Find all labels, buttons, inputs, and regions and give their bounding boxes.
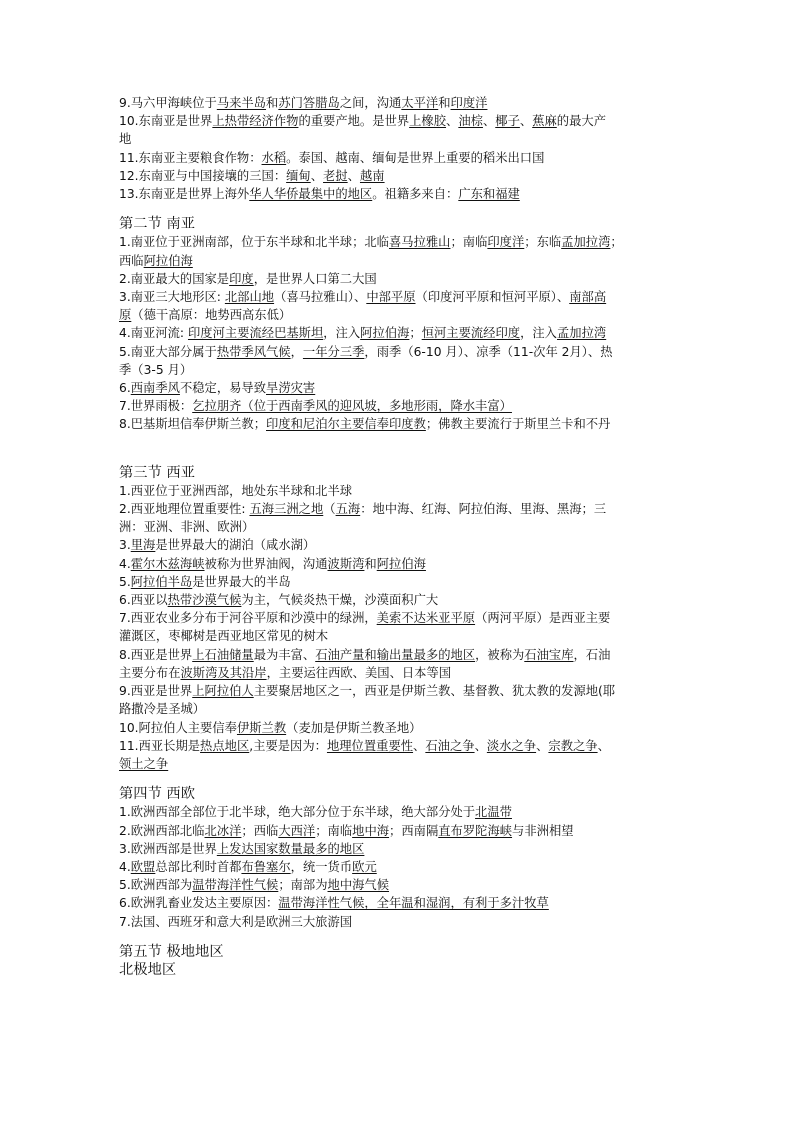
underlined-keyword: 阿拉伯海: [360, 326, 410, 341]
underlined-keyword: 上发达国家数量最多的地区: [216, 841, 365, 856]
underlined-keyword: 南部高: [569, 290, 607, 305]
underlined-keyword: 里海: [130, 538, 156, 553]
text-segment: ；西南隔: [389, 823, 439, 838]
text-line: [119, 397, 694, 415]
underlined-keyword: 太平洋: [401, 96, 439, 110]
text-segment: （喜马拉雅山）、: [274, 290, 367, 305]
underlined-keyword: 五海: [335, 502, 361, 517]
text-segment: 11.东南亚主要粮食作物：: [119, 150, 262, 165]
underlined-keyword: 直布罗陀海峡: [438, 823, 513, 838]
text-segment: 6.: [119, 381, 131, 396]
text-segment: ；东临: [524, 235, 562, 250]
underlined-keyword: 阿拉伯海: [143, 253, 193, 268]
underlined-keyword: 旱涝灾害: [266, 381, 316, 396]
text-line: [119, 700, 694, 718]
text-segment: 10.东南亚是世界: [119, 114, 213, 129]
underlined-keyword: 恒河主要流经印度: [421, 326, 521, 341]
text-line: [119, 130, 694, 148]
underlined-keyword: 上阿拉伯人: [192, 684, 254, 699]
underlined-keyword: 地中海: [352, 823, 390, 838]
underlined-keyword: 西南季风: [130, 381, 180, 396]
text-segment: 2.南亚最大的国家是: [119, 271, 230, 286]
text-segment: 和: [438, 96, 451, 110]
text-segment: 1.西亚位于亚洲西部，地处东半球和北半球: [119, 483, 353, 498]
underlined-keyword: 北温带: [475, 805, 512, 820]
text-segment: ，: [290, 344, 303, 359]
underlined-keyword: 波斯湾: [327, 556, 365, 571]
text-line: [119, 858, 694, 876]
underlined-keyword: 北冰洋: [204, 823, 242, 838]
underlined-keyword: 老挝: [323, 168, 348, 183]
text-segment: 。泰国、越南、缅甸是世界上重要的稻米出口国: [286, 150, 545, 165]
text-segment: ：地中海、红海、阿拉伯海、里海、黑海；三: [360, 502, 607, 517]
underlined-keyword: 马来半岛: [216, 96, 267, 110]
text-segment: 2.西亚地理位置重要性:: [119, 502, 250, 517]
text-segment: 第二节 南亚: [119, 216, 196, 233]
text-segment: 、: [597, 738, 610, 753]
text-segment: （两河平原）是西亚主要: [475, 611, 611, 626]
text-line: [119, 876, 694, 894]
underlined-keyword: 热带季风气候: [216, 344, 291, 359]
underlined-keyword: 石油之争: [425, 738, 475, 753]
text-segment: 3.南亚三大地形区:: [119, 290, 225, 305]
section-heading: [119, 785, 694, 803]
text-line: [119, 288, 694, 306]
text-segment: 洲：亚洲、非洲、欧洲）: [119, 520, 255, 535]
text-segment: 3.欧洲西部是世界: [119, 841, 217, 856]
text-segment: 9.马六甲海峡位于: [119, 96, 217, 110]
text-segment: ，石油: [573, 647, 611, 662]
text-segment: 5.: [119, 574, 131, 589]
underlined-keyword: 布鲁塞尔: [241, 859, 291, 874]
underlined-keyword: 蕉麻: [532, 114, 557, 129]
text-line: [119, 361, 694, 379]
text-segment: 季（3-5 月）: [119, 362, 193, 377]
text-segment: 12.东南亚与中国接壤的三国：: [119, 168, 287, 183]
text-line: [119, 609, 694, 627]
underlined-keyword: 美索不达米亚平原: [376, 611, 476, 626]
underlined-keyword: 阿拉伯半岛: [130, 574, 193, 589]
underlined-keyword: 阿拉伯海: [376, 556, 426, 571]
text-segment: ；南部为: [278, 878, 328, 893]
text-segment: ；: [409, 326, 422, 341]
text-segment: 、: [310, 168, 324, 183]
text-line: [119, 482, 694, 500]
text-segment: 6.西亚以: [119, 593, 168, 608]
underlined-keyword: 缅甸: [286, 168, 311, 183]
text-segment: ，被称为: [475, 647, 525, 662]
text-line: [119, 343, 694, 361]
text-line: [119, 573, 694, 591]
underlined-keyword: 印度河主要流经巴基斯坦: [187, 326, 324, 341]
underlined-keyword: 上石油储量: [192, 647, 254, 662]
text-segment: 总部比利时首都: [155, 859, 242, 874]
underlined-keyword: 地中海气候: [327, 878, 390, 893]
text-line: [119, 94, 694, 112]
underlined-keyword: 大西洋: [278, 823, 316, 838]
text-line: [119, 185, 694, 203]
text-segment: ；: [610, 235, 623, 250]
text-segment: 第四节 西欧: [119, 786, 196, 803]
text-segment: 6.欧洲乳畜业发达主要原因：: [119, 896, 279, 911]
text-segment: 7.西亚农业多分布于河谷平原和沙漠中的绿洲，: [119, 611, 377, 626]
document-page: [119, 94, 694, 979]
text-segment: 、: [536, 738, 549, 753]
text-segment: 主要聚居地区之一，西亚是伊斯兰教、基督教、犹太教的发源地(耶: [253, 684, 616, 699]
underlined-keyword: 五海三洲之地: [249, 502, 324, 517]
text-segment: 灌溉区，枣椰树是西亚地区常见的树木: [119, 629, 329, 644]
underlined-keyword: 印度洋: [450, 96, 488, 110]
text-line: [119, 500, 694, 518]
text-segment: 4.: [119, 556, 131, 571]
underlined-keyword: 热点地区: [200, 738, 250, 753]
text-segment: 1.南亚位于亚洲南部，位于东半球和北半球；北临: [119, 235, 389, 250]
text-line: [119, 627, 694, 645]
underlined-keyword: 广东和福建: [458, 187, 520, 202]
underlined-keyword: 领土之争: [119, 756, 169, 771]
underlined-keyword: 苏门答腊岛: [278, 96, 340, 110]
underlined-keyword: 椰子: [495, 114, 520, 129]
underlined-keyword: 华人华侨最集中的地区: [249, 187, 373, 202]
text-line: [119, 306, 694, 324]
section-heading: [119, 943, 694, 961]
text-segment: 北极地区: [119, 961, 177, 978]
subsection-label: [119, 961, 694, 979]
underlined-keyword: 印度和尼泊尔主要信奉印度教: [266, 417, 426, 432]
text-segment: ，主要运往西欧、美国、日本等国: [266, 665, 452, 680]
underlined-keyword: 印度洋: [487, 235, 525, 250]
text-segment: （麦加是伊斯兰教圣地）: [286, 720, 422, 735]
text-segment: ，注入: [323, 326, 361, 341]
text-line: [119, 112, 694, 130]
text-segment: 主要分布在: [119, 665, 181, 680]
underlined-keyword: 上热带经济作物: [212, 114, 299, 129]
text-segment: 、: [482, 114, 496, 129]
text-line: [119, 822, 694, 840]
text-line: [119, 324, 694, 342]
text-segment: 1.欧洲西部全部位于北半球，绝大部分位于东半球，绝大部分处于: [119, 805, 476, 820]
text-segment: ；南临: [315, 823, 353, 838]
text-segment: 路撒冷是圣城）: [119, 702, 206, 717]
text-segment: 为主，气候炎热干燥，沙漠面积广大: [241, 593, 439, 608]
text-segment: 地: [119, 132, 132, 147]
text-segment: ；西临: [241, 823, 279, 838]
text-segment: 11.西亚长期是: [119, 738, 201, 753]
text-line: [119, 591, 694, 609]
underlined-keyword: 原: [119, 308, 132, 323]
underlined-keyword: 喜马拉雅山: [388, 235, 451, 250]
underlined-keyword: 北部山地: [224, 290, 275, 305]
text-line: [119, 913, 694, 931]
text-segment: 第五节 极地地区: [119, 943, 224, 960]
text-segment: 不稳定，易导致: [179, 381, 267, 396]
text-segment: 与非洲相望: [512, 823, 574, 838]
text-line: [119, 415, 694, 433]
text-line: [119, 894, 694, 912]
text-segment: 之间，沟通: [339, 96, 402, 110]
underlined-keyword: 地理位置重要性: [326, 738, 414, 753]
text-line: [119, 518, 694, 536]
underlined-keyword: 热带沙漠气候: [167, 593, 242, 608]
text-line: [119, 755, 694, 773]
text-segment: 4.: [119, 859, 131, 874]
underlined-keyword: 孟加拉湾: [556, 326, 607, 341]
text-line: [119, 840, 694, 858]
text-segment: 最为丰富、: [253, 647, 316, 662]
text-line: [119, 737, 694, 755]
text-segment: 10.阿拉伯人主要信奉: [119, 720, 237, 735]
text-segment: （德干高原：地势西高东低）: [131, 308, 292, 323]
underlined-keyword: 石油宝库: [524, 647, 574, 662]
underlined-keyword: 上橡胶: [409, 114, 447, 129]
underlined-keyword: 石油产量和输出量最多的地区: [315, 647, 476, 662]
text-segment: （: [323, 502, 336, 517]
text-segment: （印度河平原和恒河平原）、: [415, 290, 570, 305]
text-line: [119, 270, 694, 288]
text-segment: 2.欧洲西部北临: [119, 823, 205, 838]
underlined-keyword: 孟加拉湾: [561, 235, 611, 250]
text-line: [119, 664, 694, 682]
underlined-keyword: 温带海洋性气候，全年温和湿润，有利于多汁牧草: [278, 896, 549, 911]
text-line: [119, 252, 694, 270]
text-segment: 4.南亚河流:: [119, 326, 188, 341]
underlined-keyword: 伊斯兰教: [236, 720, 287, 735]
text-segment: 是世界最大的半岛: [192, 574, 291, 589]
underlined-keyword: 水稻: [261, 150, 287, 165]
text-segment: 的重要产地。是世界: [298, 114, 410, 129]
underlined-keyword: 霍尔木兹海峡: [130, 556, 205, 571]
underlined-keyword: 欧盟: [130, 859, 156, 874]
text-segment: 9.西亚是世界: [119, 684, 193, 699]
text-segment: ,主要是因为：: [249, 738, 327, 753]
text-segment: 西临: [119, 253, 144, 268]
underlined-keyword: 淡水之争: [486, 738, 537, 753]
text-segment: 、: [474, 738, 487, 753]
text-segment: 13.东南亚是世界上海外: [119, 187, 250, 202]
text-segment: ；南临: [450, 235, 488, 250]
text-segment: 5.南亚大部分属于: [119, 344, 217, 359]
text-line: [119, 555, 694, 573]
underlined-keyword: 波斯湾及其沿岸: [180, 665, 267, 680]
text-segment: ，是世界人口第二大国: [253, 271, 377, 286]
text-segment: 、: [347, 168, 360, 183]
underlined-keyword: 宗教之争: [548, 738, 598, 753]
underlined-keyword: 欧元: [352, 859, 377, 874]
text-line: [119, 682, 694, 700]
text-line: [119, 646, 694, 664]
text-segment: 。祖籍多来自：: [372, 187, 459, 202]
text-segment: 的最大产: [556, 114, 606, 129]
section-heading: [119, 464, 694, 482]
text-segment: 和: [364, 556, 377, 571]
underlined-keyword: 乞拉朋齐（位于西南季风的迎风坡，多地形雨，降水丰富）: [192, 399, 512, 414]
underlined-keyword: 越南: [359, 168, 385, 183]
underlined-keyword: 温带海洋性气候: [192, 878, 279, 893]
text-line: [119, 167, 694, 185]
section-heading: [119, 215, 694, 233]
text-line: [119, 803, 694, 821]
text-segment: ，雨季（6-10 月）、凉季（11-次年 2月）、热: [364, 344, 613, 359]
underlined-keyword: 油棕: [458, 114, 483, 129]
text-segment: 7.法国、西班牙和意大利是欧洲三大旅游国: [119, 914, 353, 929]
underlined-keyword: 一年分三季: [302, 344, 365, 359]
text-segment: 7.世界雨极：: [119, 399, 193, 414]
underlined-keyword: 中部平原: [366, 290, 416, 305]
text-segment: 是世界最大的湖泊（咸水湖）: [155, 538, 316, 553]
text-line: [119, 233, 694, 251]
text-segment: 3.: [119, 538, 131, 553]
text-line: [119, 149, 694, 167]
text-line: [119, 379, 694, 397]
text-line: [119, 536, 694, 554]
text-segment: 、: [413, 738, 426, 753]
text-segment: 和: [266, 96, 279, 110]
text-segment: 、: [446, 114, 459, 129]
text-segment: 被称为世界油阀，沟通: [204, 556, 328, 571]
text-segment: ；佛教主要流行于斯里兰卡和不丹: [425, 417, 611, 432]
text-segment: 8.巴基斯坦信奉伊斯兰教；: [119, 417, 266, 432]
text-segment: 8.西亚是世界: [119, 647, 193, 662]
text-segment: 5.欧洲西部为: [119, 878, 193, 893]
text-segment: ，注入: [520, 326, 557, 341]
text-segment: ，统一货币: [290, 859, 353, 874]
text-line: [119, 719, 694, 737]
underlined-keyword: 印度: [229, 271, 254, 286]
text-segment: 、: [519, 114, 533, 129]
text-segment: 第三节 西亚: [119, 464, 196, 481]
